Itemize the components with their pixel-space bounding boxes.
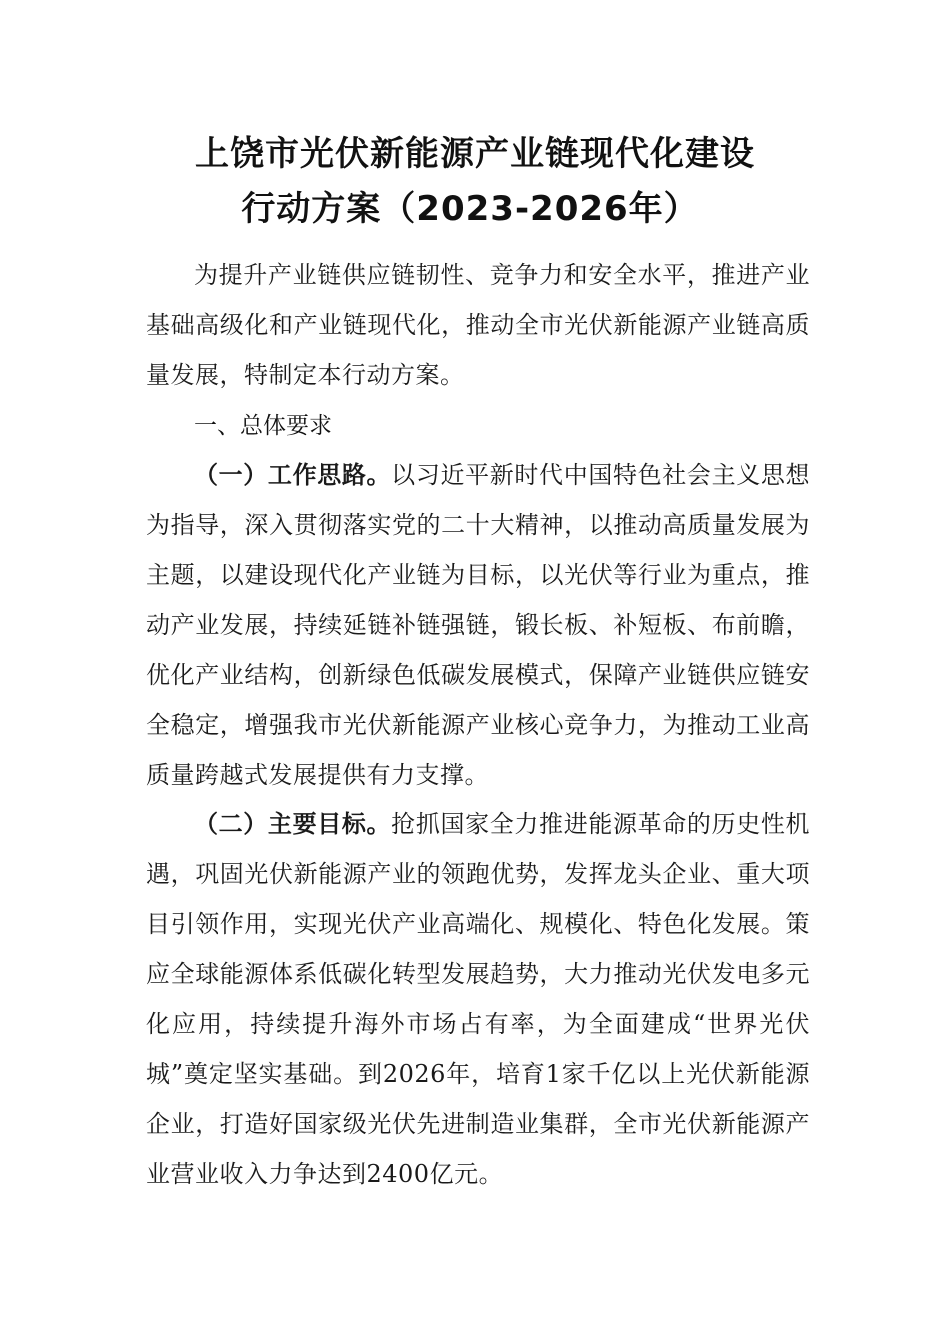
intro-text: 为提升产业链供应链韧性、竞争力和安全水平，推进产业基础高级化和产业链现代化，推动全市光伏新能源产业链高质量发展，特制定本行动方案。 (146, 261, 810, 389)
section-heading-overall-requirements: 一、总体要求 (194, 413, 332, 439)
document-title-line-1: 上饶市光伏新能源产业链现代化建设 (195, 134, 755, 174)
paragraph-main-goals (146, 799, 810, 1199)
document-title-line-2: 行动方案（2023-2026年） (241, 189, 699, 229)
paragraph-work-approach (146, 450, 810, 800)
paragraph-text-work-approach: 以习近平新时代中国特色社会主义思想为指导，深入贯彻落实党的二十大精神，以推动高质量发展为主题，以建设现代化产业链为目标，以光伏等行业为重点，推动产业发展，持续延链补链强链，锻长板、补短板、布前瞻，优化产业结构，创新绿色低碳发展模式，保障产业链供应链安全稳定，增强我市光伏新能源产业核心竞争力，为推动工业高质量跨越式发展提供有力支撑。 (146, 461, 811, 789)
paragraph-text-main-goals: 抢抓国家全力推进能源革命的历史性机遇，巩固光伏新能源产业的领跑优势，发挥龙头企业、重大项目引领作用，实现光伏产业高端化、规模化、特色化发展。策应全球能源体系低碳化转型发展趋势，大力推动光伏发电多元化应用，持续提升海外市场占有率，为全面建成“世界光伏城”奠定坚实基础。到2026年，培育1家千亿以上光伏新能源企业，打造好国家级光伏先进制造业集群，全市光伏新能源产业营业收入力争达到2400亿元。 (146, 810, 811, 1188)
paragraph-lead-work-approach: （一）工作思路。 (194, 461, 392, 489)
intro-paragraph (146, 250, 810, 400)
paragraph-lead-main-goals: （二）主要目标。 (194, 810, 392, 838)
